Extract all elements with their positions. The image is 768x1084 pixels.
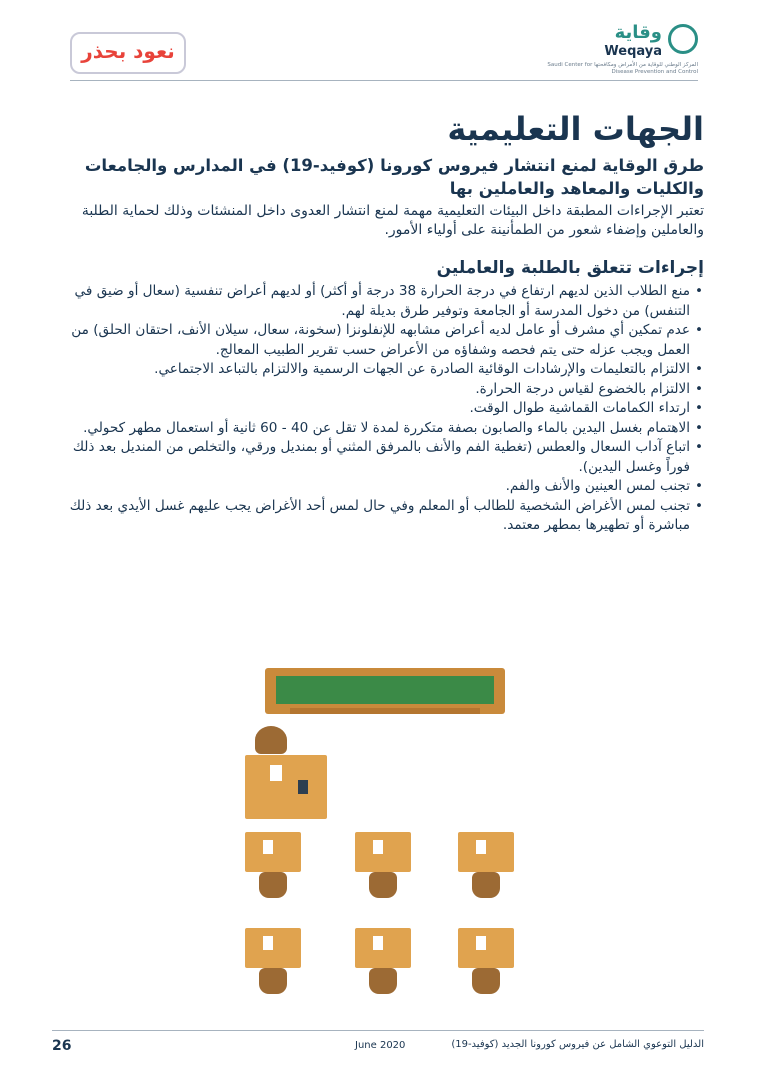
list-item: • تجنب لمس العينين والأنف والفم. [64,477,690,497]
blackboard-ledge [290,708,480,714]
footer-divider [52,1030,704,1031]
box-icon [298,780,308,794]
footer-document-title: الدليل التوعوي الشامل عن فيروس كورونا الجديد (كوفيد-19) [451,1039,704,1050]
blackboard [276,676,494,704]
logo-subtitle: المركز الوطني للوقاية من الأمراض ومكافحتها Saudi Center for Disease Prevention and Control [547,62,698,75]
page-subtitle: طرق الوقاية لمنع انتشار فيروس كورونا (كوفيد-19) في المدارس والجامعات والكليات والمعاهد والعاملين بها [84,156,704,198]
weqaya-logo [538,22,698,82]
list-item: • تجنب لمس الأغراض الشخصية للطالب أو المعلم وفي حال لمس أحد الأغراض يجب عليهم غسل الأيدي بعد ذلك مباشرة أو تطهيرها بمطهر معتمد. [64,497,690,536]
measures-list [64,282,704,536]
list-item: • الالتزام بالخضوع لقياس درجة الحرارة. [64,380,690,400]
page-header [0,0,768,90]
classroom-illustration [200,660,570,1010]
student-desk [245,832,301,884]
intro-paragraph: تعتبر الإجراءات المطبقة داخل البيئات التعليمية مهمة لمنع انتشار العدوى داخل المنشئات وذلك لحماية الطلبة والعاملين وإضفاء شعور من الطمأنينة على أولياء الأمور. [81,203,704,238]
list-item: • ارتداء الكمامات القماشية طوال الوقت. [64,399,690,419]
footer-date: June 2020 [355,1040,406,1051]
campaign-logo: نعود بحذر [70,32,186,74]
student-desk [458,832,514,884]
student-desk [355,928,411,980]
list-item: • الالتزام بالتعليمات والإرشادات الوقائية الصادرة عن الجهات الرسمية والالتزام بالتباعد الاجتماعي. [64,360,690,380]
list-item: • منع الطلاب الذين لديهم ارتفاع في درجة الحرارة 38 درجة أو أكثر) أو لديهم أعراض تنفسية (سعال أو ضيق في التنفس) من دخول المدرسة أو الجامعة وتوفير طرق بديلة لهم. [64,282,690,321]
logo-english-name: Weqaya [604,44,662,59]
teacher-chair [255,726,287,754]
list-item: • الاهتمام بغسل اليدين بالماء والصابون بصفة متكررة لمدة لا تقل عن 40 - 60 ثانية أو استعمال مطهر كحولي. [64,419,690,439]
teacher-desk [245,755,327,819]
shield-icon [668,24,698,54]
student-desk [355,832,411,884]
main-content [64,110,704,536]
list-item: • عدم تمكين أي مشرف أو عامل لديه أعراض مشابهه للإنفلونزا (سخونة، سعال، سيلان الأنف، احتقان الحلق) من العمل ويجب عزله حتى يتم فحصه وشفاؤه من الأعراض حسب تقرير الطبيب المعالج. [64,321,690,360]
student-desk [458,928,514,980]
header-divider [70,80,698,81]
page-title: الجهات التعليمية [447,110,704,148]
student-desk [245,928,301,980]
logo-arabic-name: وقاية [614,22,662,43]
paper-icon [270,765,282,781]
page-number: 26 [52,1038,72,1054]
list-item: • اتباع آداب السعال والعطس (تغطية الفم والأنف بالمرفق المثني أو بمنديل ورقي، والتخلص من المنديل بعد ذلك فوراً وغسل اليدين). [64,438,690,477]
section-title: إجراءات تتعلق بالطلبة والعاملين [436,258,704,278]
